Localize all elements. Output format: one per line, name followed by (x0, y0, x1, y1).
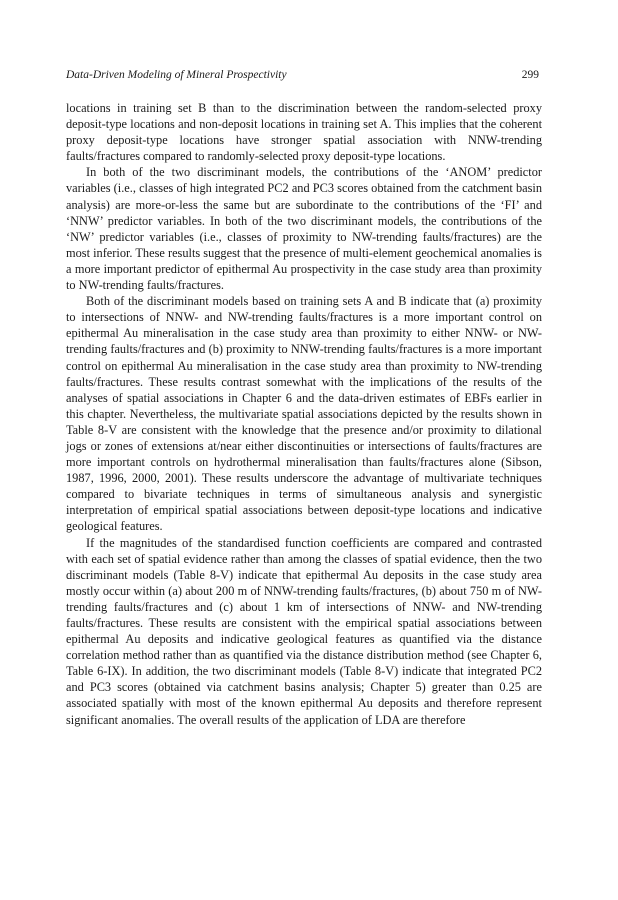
paragraph-predictor-contributions: In both of the two discriminant models, the contributions of the ‘ANOM’ predictor variables (i.e., classes of high integrated PC2 and PC3 scores obtained from the catchment basin analysis) are more-or-less the same but are subordinate to the contributions of the ‘FI’ and ‘NNW’ predictor variables. In both of the two discriminant models, the contributions of the ‘NW’ predictor variables (i.e., classes of proximity to NW-trending faults/fractures) are the most inferior. These results suggest that the presence of multi-element geochemical anomalies is a more important predictor of epithermal Au prospectivity in the case study area than proximity to NW-trending faults/fractures. (66, 165, 542, 293)
running-title: Data-Driven Modeling of Mineral Prospectivity (66, 69, 287, 81)
paragraph-intersections-control: Both of the discriminant models based on training sets A and B indicate that (a) proximity to intersections of NNW- and NW-trending faults/fractures is a more important control on epithermal Au mineralisation in the case study area than proximity to either NNW- or NW-trending faults/fractures and (b) proximity to NNW-trending faults/fractures is a more important control on epithermal Au mineralisation in the case study area than proximity to NW-trending faults/fractures. These results contrast somewhat with the implications of the results of the analyses of spatial associations in Chapter 6 and the data-driven estimates of EBFs earlier in this chapter. Nevertheless, the multivariate spatial associations depicted by the results shown in Table 8-V are consistent with the knowledge that the presence and/or proximity to dilational jogs or zones of extensions at/near either discontinuities or intersections of faults/fractures are more important controls on hydrothermal mineralisation than faults/fractures alone (Sibson, 1987, 1996, 2000, 2001). These results underscore the advantage of multivariate techniques compared to bivariate techniques in terms of simultaneous analysis and synergistic interpretation of empirical spatial associations between deposit-type locations and indicative geological features. (66, 294, 542, 534)
running-header (66, 68, 542, 82)
page-number: 299 (521, 69, 539, 81)
paragraph-continuation: locations in training set B than to the discrimination between the random-selected proxy deposit-type locations and non-deposit locations in training set A. This implies that the coherent proxy deposit-type locations have stronger spatial association with NNW-trending faults/fractures compared to randomly-selected proxy deposit-type locations. (66, 101, 542, 164)
paragraph-standardised-coefficients: If the magnitudes of the standardised function coefficients are compared and contrasted with each set of spatial evidence rather than among the classes of spatial evidence, then the two discriminant models (Table 8-V) indicate that epithermal Au deposits in the case study area mostly occur within (a) about 200 m of NNW-trending faults/fractures, (b) about 750 m of NW-trending faults/fractures and (c) about 1 km of intersections of NNW- and NW-trending faults/fractures. These results are consistent with the empirical spatial associations between epithermal Au deposits and indicative geological features as quantified via the distance correlation method rather than as quantified via the distance distribution method (see Chapter 6, Table 6-IX). In addition, the two discriminant models (Table 8-V) indicate that integrated PC2 and PC3 scores (obtained via catchment basins analysis; Chapter 5) greater than 0.25 are associated spatially with most of the known epithermal Au deposits and therefore represent significant anomalies. The overall results of the application of LDA are therefore (66, 535, 542, 727)
body-text (66, 100, 542, 728)
document-page (66, 68, 542, 728)
